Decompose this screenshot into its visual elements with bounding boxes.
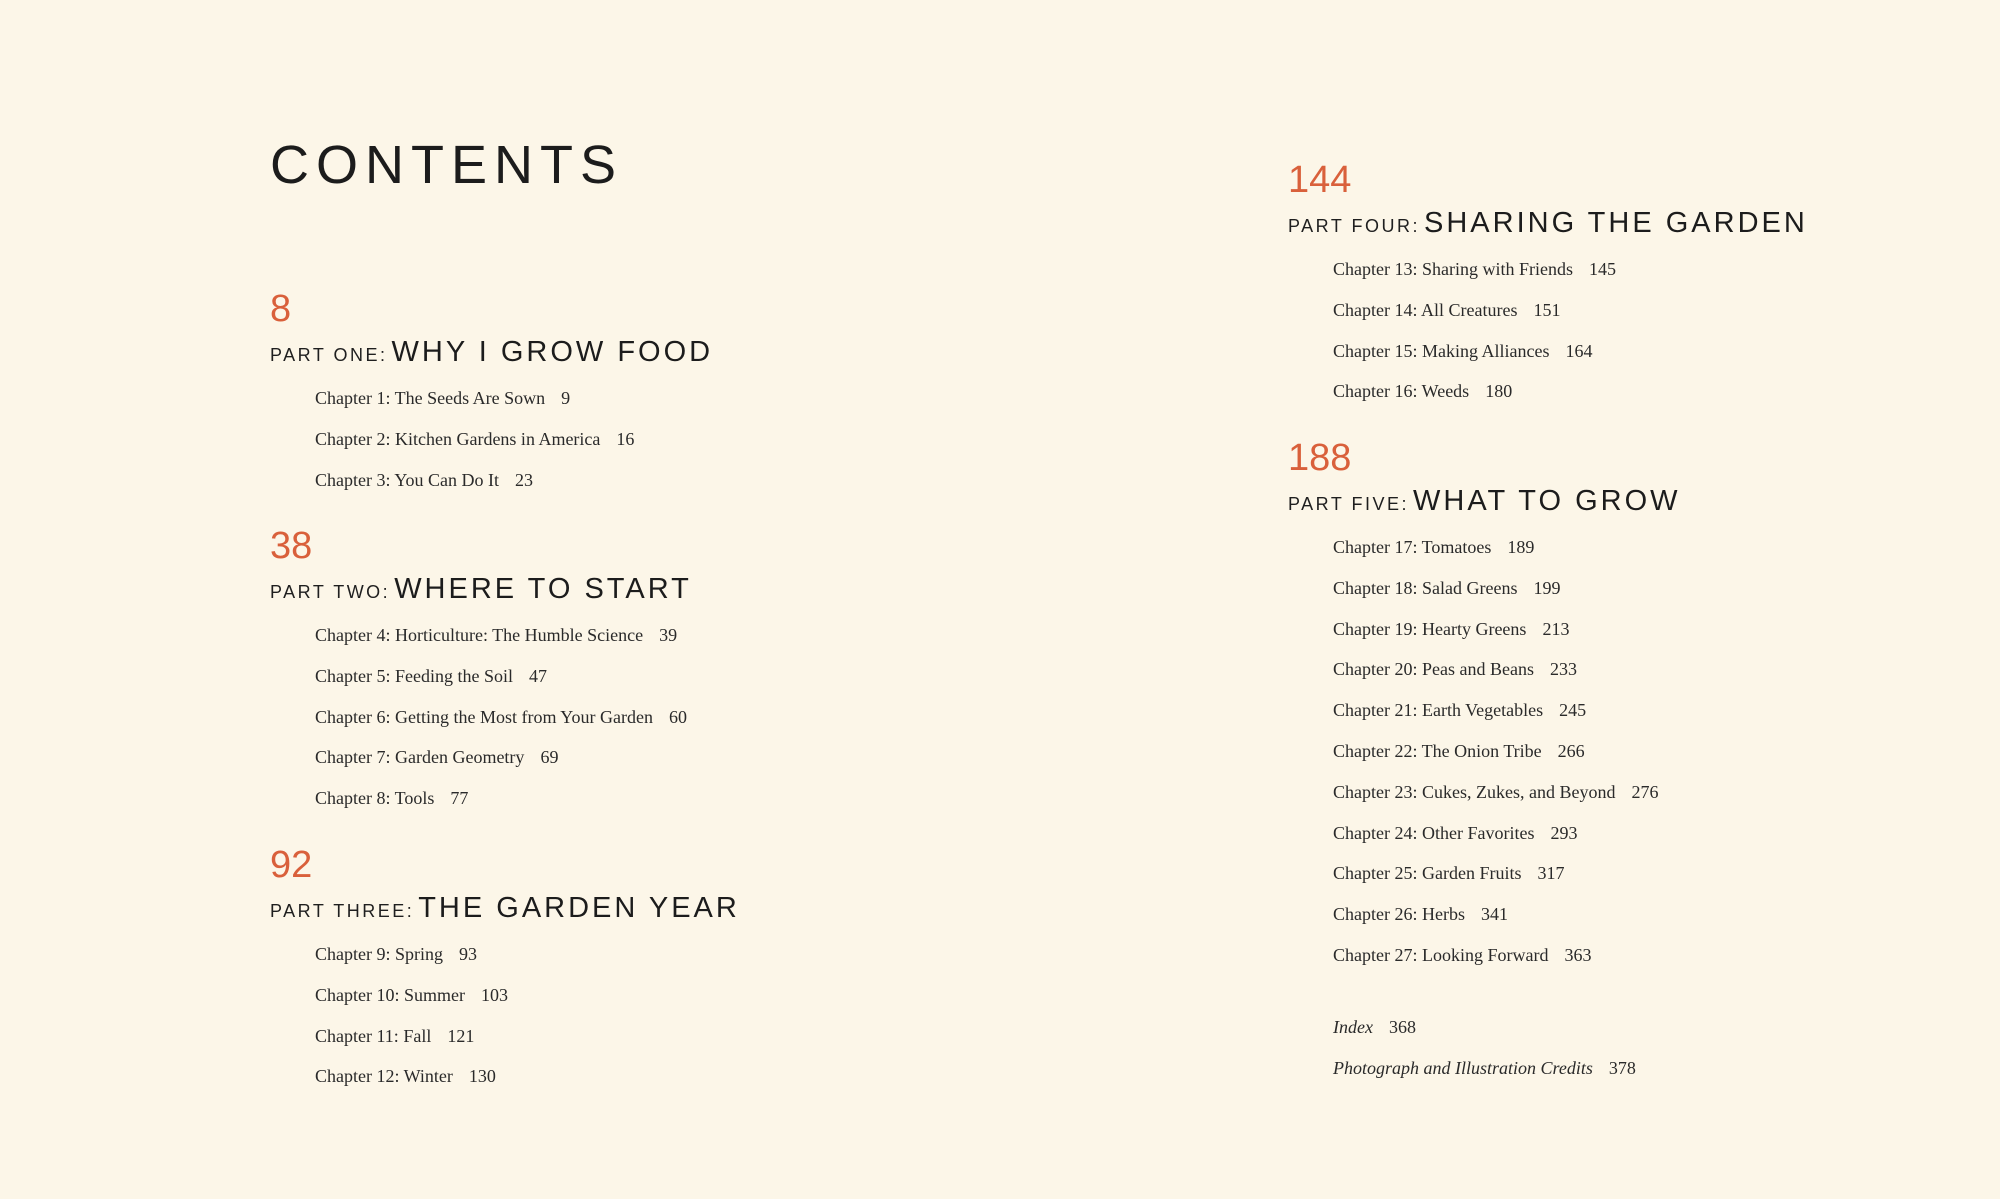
chapter-entry[interactable]: [1333, 772, 1988, 813]
chapter-page: 93: [459, 944, 477, 964]
part-heading: [1288, 203, 1988, 243]
chapter-title: Chapter 14: All Creatures: [1333, 299, 1518, 320]
chapter-title: Chapter 15: Making Alliances: [1333, 340, 1550, 361]
chapter-title: Chapter 6: Getting the Most from Your Garden: [315, 706, 653, 727]
part-heading: [270, 332, 970, 372]
chapter-page: 39: [659, 625, 678, 645]
chapter-title: Chapter 4: Horticulture: The Humble Science: [315, 625, 644, 645]
chapter-entry[interactable]: [315, 656, 970, 697]
part-title: THE GARDEN YEAR: [418, 892, 740, 924]
chapter-page: 245: [1559, 700, 1587, 721]
chapter-entry[interactable]: [315, 737, 970, 778]
page-title: CONTENTS: [270, 135, 623, 195]
part-page-number: 38: [270, 525, 313, 567]
chapter-page: 317: [1537, 863, 1565, 884]
part-five: [1288, 439, 1988, 976]
chapter-title: Chapter 10: Summer: [315, 984, 465, 1005]
chapter-title: Chapter 24: Other Favorites: [1333, 822, 1535, 843]
chapter-list: [315, 615, 970, 819]
chapter-title: Chapter 8: Tools: [315, 788, 435, 809]
chapter-title: Chapter 19: Hearty Greens: [1333, 618, 1527, 639]
chapter-entry[interactable]: [1333, 568, 1988, 609]
chapter-page: 164: [1565, 340, 1593, 361]
chapter-title: Chapter 20: Peas and Beans: [1333, 659, 1534, 680]
chapter-page: 213: [1542, 618, 1570, 639]
chapter-title: Chapter 7: Garden Geometry: [315, 747, 525, 768]
part-four: [1288, 161, 1988, 412]
part-label: PART TWO:: [270, 582, 391, 602]
chapter-title: Chapter 27: Looking Forward: [1333, 944, 1549, 965]
chapter-page: 233: [1549, 659, 1577, 680]
part-label: PART THREE:: [270, 901, 415, 921]
chapter-entry[interactable]: [1333, 935, 1988, 976]
chapter-page: 77: [450, 788, 469, 809]
chapter-page: 23: [515, 469, 533, 490]
chapter-list: [315, 934, 970, 1097]
part-one: [270, 290, 970, 500]
chapter-page: 293: [1550, 822, 1578, 843]
part-title: SHARING THE GARDEN: [1424, 207, 1808, 239]
chapter-page: 69: [540, 747, 559, 768]
chapter-page: 9: [561, 388, 571, 408]
part-page-number: 188: [1288, 437, 1352, 479]
chapter-entry[interactable]: [315, 1016, 970, 1057]
chapter-entry[interactable]: [315, 1056, 970, 1097]
back-matter-title: Photograph and Illustration Credits: [1333, 1057, 1593, 1078]
chapter-page: 189: [1507, 537, 1535, 557]
part-label: PART ONE:: [270, 345, 388, 365]
chapter-entry[interactable]: [315, 460, 970, 501]
chapter-list: [315, 378, 970, 500]
back-matter-page: 368: [1388, 1017, 1416, 1037]
chapter-page: 276: [1631, 781, 1659, 802]
chapter-entry[interactable]: [1333, 290, 1988, 331]
chapter-list: [1333, 249, 1988, 412]
chapter-entry[interactable]: [315, 615, 970, 656]
chapter-title: Chapter 11: Fall: [315, 1025, 432, 1046]
chapter-title: Chapter 17: Tomatoes: [1333, 537, 1492, 557]
chapter-title: Chapter 23: Cukes, Zukes, and Beyond: [1333, 781, 1616, 802]
chapter-entry[interactable]: [1333, 649, 1988, 690]
chapter-page: 199: [1533, 577, 1561, 598]
part-heading: [270, 569, 970, 609]
chapter-entry[interactable]: [1333, 249, 1988, 290]
chapter-entry[interactable]: [1333, 690, 1988, 731]
chapter-title: Chapter 2: Kitchen Gardens in America: [315, 428, 601, 449]
chapter-entry[interactable]: [1333, 894, 1988, 935]
part-two: [270, 527, 970, 819]
chapter-page: 266: [1557, 740, 1585, 761]
chapter-page: 145: [1588, 259, 1616, 279]
chapter-title: Chapter 18: Salad Greens: [1333, 577, 1518, 598]
chapter-entry[interactable]: [315, 419, 970, 460]
chapter-entry[interactable]: [315, 778, 970, 819]
index-entry[interactable]: [1333, 1007, 1933, 1048]
chapter-list: [1333, 527, 1988, 976]
chapter-page: 60: [668, 706, 687, 727]
chapter-title: Chapter 13: Sharing with Friends: [1333, 259, 1573, 279]
chapter-title: Chapter 3: You Can Do It: [315, 469, 499, 490]
chapter-page: 47: [528, 665, 547, 686]
chapter-title: Chapter 21: Earth Vegetables: [1333, 700, 1544, 721]
chapter-entry[interactable]: [1333, 371, 1988, 412]
chapter-entry[interactable]: [315, 975, 970, 1016]
part-title: WHAT TO GROW: [1413, 485, 1681, 517]
part-page-number: 8: [270, 288, 292, 330]
chapter-page: 363: [1564, 944, 1592, 965]
part-page-number: 92: [270, 844, 313, 886]
chapter-entry[interactable]: [1333, 609, 1988, 650]
chapter-entry[interactable]: [1333, 331, 1988, 372]
back-matter-title: Index: [1333, 1017, 1373, 1037]
chapter-entry[interactable]: [1333, 731, 1988, 772]
chapter-title: Chapter 26: Herbs: [1333, 904, 1465, 925]
chapter-entry[interactable]: [1333, 527, 1988, 568]
chapter-entry[interactable]: [1333, 853, 1988, 894]
chapter-title: Chapter 12: Winter: [315, 1066, 453, 1087]
chapter-entry[interactable]: [315, 697, 970, 738]
part-label: PART FIVE:: [1288, 494, 1410, 514]
chapter-entry[interactable]: [315, 934, 970, 975]
chapter-title: Chapter 16: Weeds: [1333, 381, 1470, 402]
chapter-page: 130: [468, 1066, 496, 1087]
chapter-title: Chapter 1: The Seeds Are Sown: [315, 388, 546, 408]
chapter-page: 121: [447, 1025, 475, 1046]
part-heading: [270, 888, 970, 928]
chapter-page: 16: [616, 428, 635, 449]
chapter-title: Chapter 5: Feeding the Soil: [315, 665, 513, 686]
part-three: [270, 846, 970, 1097]
credits-entry[interactable]: [1333, 1048, 1933, 1089]
back-matter-page: 378: [1608, 1057, 1636, 1078]
part-heading: [1288, 481, 1988, 521]
chapter-entry[interactable]: [1333, 813, 1988, 854]
chapter-page: 151: [1533, 299, 1561, 320]
part-title: WHERE TO START: [394, 573, 692, 605]
chapter-title: Chapter 9: Spring: [315, 944, 443, 964]
chapter-page: 180: [1485, 381, 1513, 402]
chapter-page: 341: [1480, 904, 1508, 925]
part-title: WHY I GROW FOOD: [391, 336, 714, 368]
part-page-number: 144: [1288, 159, 1352, 201]
chapter-entry[interactable]: [315, 378, 970, 419]
part-label: PART FOUR:: [1288, 216, 1421, 236]
chapter-page: 103: [480, 984, 508, 1005]
chapter-title: Chapter 22: The Onion Tribe: [1333, 740, 1542, 761]
chapter-title: Chapter 25: Garden Fruits: [1333, 863, 1522, 884]
back-matter-list: [1333, 1007, 1933, 1089]
